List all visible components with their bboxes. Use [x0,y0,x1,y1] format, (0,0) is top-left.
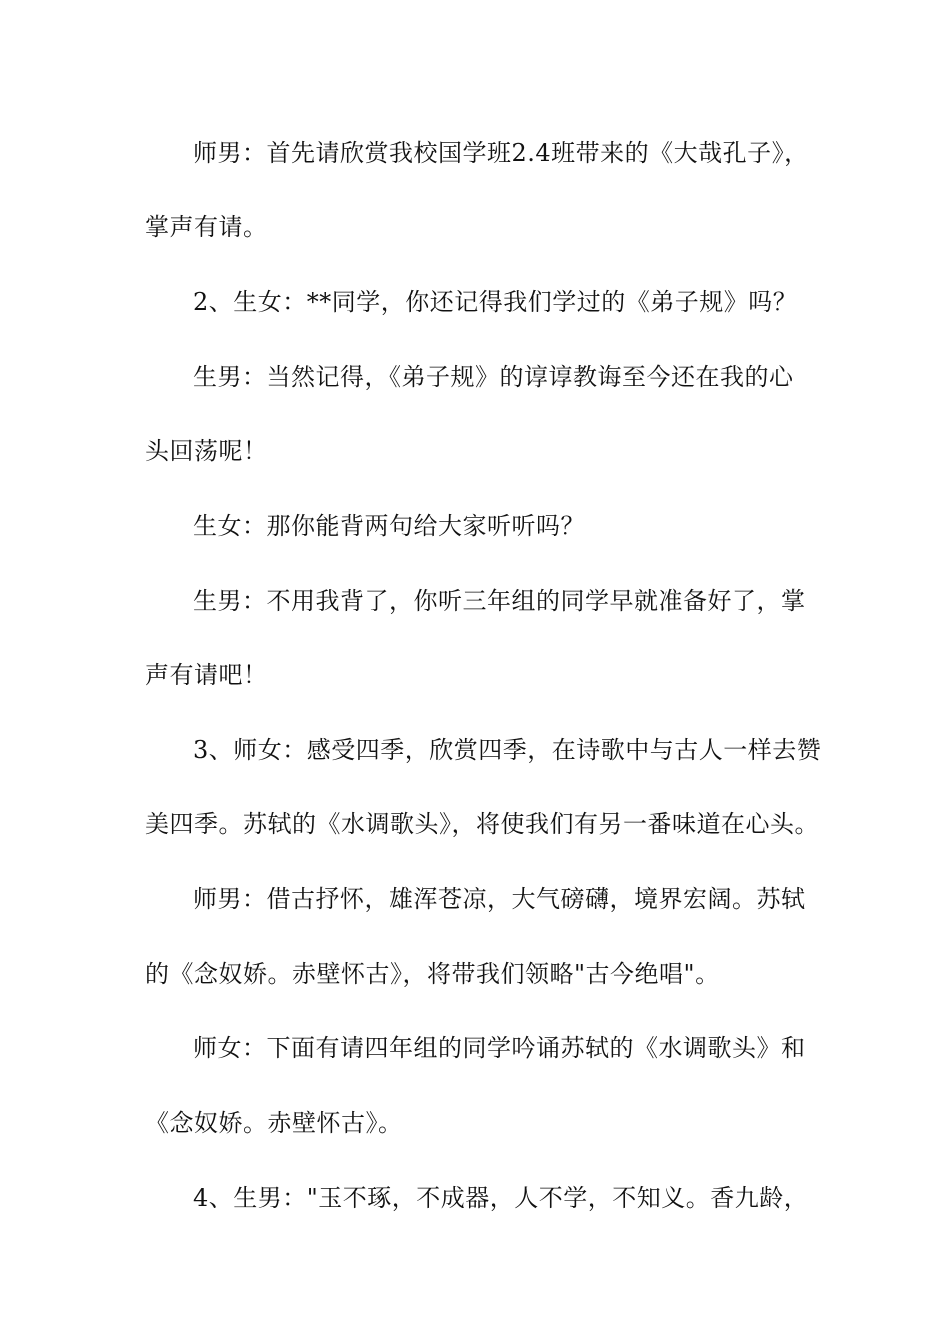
text-line-11: 师男：借古抒怀，雄浑苍凉，大气磅礴，境界宏阔。苏轼 [193,885,806,913]
text-line-7: 生男：不用我背了，你听三年组的同学早就准备好了，掌 [193,587,806,615]
text-line-10: 美四季。苏轼的《水调歌头》，将使我们有另一番味道在心头。 [145,810,819,838]
text-line-4: 生男：当然记得，《弟子规》的谆谆教诲至今还在我的心 [193,363,794,391]
text-line-12: 的《念奴娇。赤壁怀古》，将带我们领略"古今绝唱"。 [145,960,720,988]
text-line-9: 3、师女：感受四季，欣赏四季，在诗歌中与古人一样去赞 [193,736,822,764]
text-line-15: 4、生男："玉不琢，不成器，人不学，不知义。香九龄， [193,1184,809,1212]
text-line-1: 师男：首先请欣赏我校国学班2.4班带来的《大哉孔子》， [193,139,809,167]
text-line-13: 师女：下面有请四年组的同学吟诵苏轼的《水调歌头》和 [193,1034,806,1062]
text-line-3: 2、生女：**同学，你还记得我们学过的《弟子规》吗？ [193,288,798,316]
text-line-8: 声有请吧！ [145,661,268,689]
text-line-5: 头回荡呢！ [145,437,268,465]
text-line-6: 生女：那你能背两句给大家听听吗？ [193,512,585,540]
text-line-14: 《念奴娇。赤壁怀古》。 [145,1109,403,1137]
text-line-2: 掌声有请。 [145,213,268,241]
